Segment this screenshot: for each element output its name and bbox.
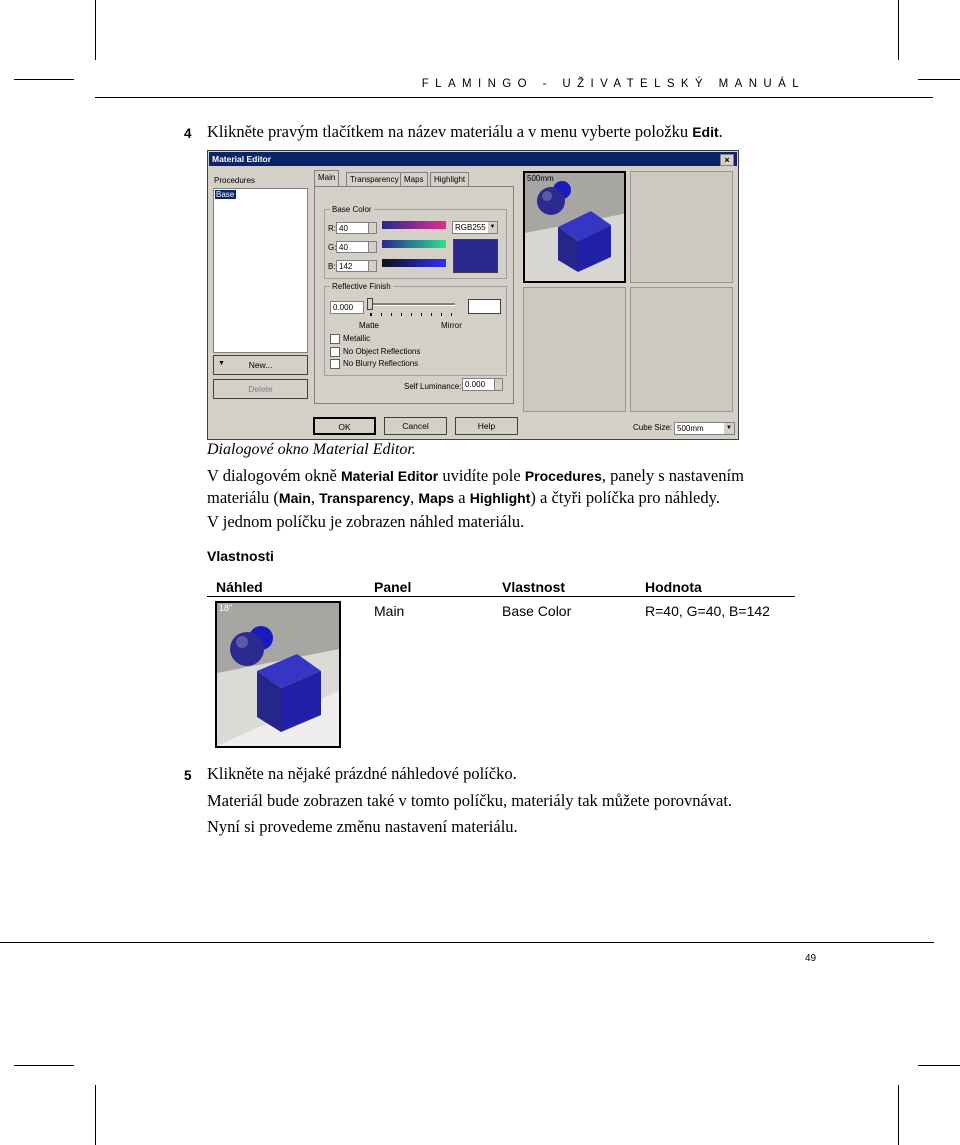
crop-mark — [95, 0, 96, 60]
crop-mark — [14, 1065, 74, 1066]
help-button[interactable]: Help — [455, 417, 518, 435]
delete-button[interactable]: Delete — [213, 379, 308, 399]
preview-cell-2[interactable] — [630, 171, 733, 283]
table-header-preview: Náhled — [216, 579, 263, 595]
reflective-finish-label: Reflective Finish — [332, 282, 391, 291]
table-preview-label: 18" — [219, 603, 233, 613]
b-label: B: — [328, 262, 336, 271]
procedures-list[interactable] — [213, 188, 308, 353]
table-header-panel: Panel — [374, 579, 412, 595]
reflective-slider-thumb[interactable] — [367, 298, 373, 310]
color-mode-select[interactable]: RGB255 — [452, 221, 498, 234]
self-luminance-label: Self Luminance: — [404, 382, 462, 391]
reflective-slider-ticks — [370, 313, 456, 316]
properties-heading: Vlastnosti — [207, 548, 274, 564]
page-number: 49 — [805, 953, 817, 964]
description-paragraph: V dialogovém okně Material Editor uvidíte pole Procedures, panely s nastavením materiálu (Main, Transparency, Maps a Highlight) a čtyři políčka pro náhledy. — [207, 466, 744, 507]
ok-button[interactable]: OK — [313, 417, 376, 435]
new-button[interactable]: ▼ New... — [213, 355, 308, 375]
preview-cell-1[interactable] — [523, 171, 626, 283]
tab-transparency[interactable]: Transparency — [346, 172, 403, 187]
metallic-label: Metallic — [343, 334, 371, 343]
tab-maps[interactable]: Maps — [400, 172, 428, 187]
dialog-titlebar — [209, 152, 737, 166]
self-luminance-input[interactable]: 0.000 — [462, 378, 495, 391]
b-value-input[interactable]: 142 — [336, 260, 369, 272]
step-5-line-3: Nyní si provedeme změnu nastavení materiálu. — [207, 817, 518, 836]
table-preview-image — [215, 601, 341, 748]
material-preview-image — [525, 173, 626, 283]
crop-mark — [918, 79, 960, 80]
tab-main[interactable]: Main — [314, 170, 339, 187]
figure-caption: Dialogové okno Material Editor. — [207, 441, 416, 458]
procedures-label: Procedures — [214, 176, 255, 185]
step-5-line-2: Materiál bude zobrazen také v tomto políčku, materiály tak můžete porovnávat. — [207, 791, 733, 810]
r-value-input[interactable]: 40 — [336, 222, 369, 234]
running-header: FLAMINGO - UŽIVATELSKÝ MANUÁL — [421, 78, 805, 90]
material-editor-dialog — [207, 150, 739, 440]
r-label: R: — [328, 224, 336, 233]
reflective-value-input[interactable]: 0.000 — [330, 301, 364, 314]
preview-paragraph: V jednom políčku je zobrazen náhled materiálu. — [207, 512, 525, 531]
table-cell-panel: Main — [374, 603, 405, 619]
table-header-value: Hodnota — [645, 579, 702, 595]
g-value-input[interactable]: 40 — [336, 241, 369, 253]
tab-highlight[interactable]: Highlight — [430, 172, 469, 187]
table-cell-property: Base Color — [502, 603, 572, 619]
material-preview-image — [217, 603, 339, 746]
table-header-property: Vlastnost — [502, 579, 566, 595]
b-spinner[interactable] — [368, 260, 377, 272]
preview-size-label: 500mm — [527, 174, 554, 183]
cube-size-label: Cube Size: — [633, 423, 673, 432]
crop-mark — [898, 1085, 899, 1145]
b-gradient-slider[interactable] — [382, 259, 446, 267]
step-number: 4 — [184, 126, 192, 141]
mirror-label: Mirror — [441, 321, 462, 330]
preview-cell-4[interactable] — [630, 287, 733, 412]
table-header-rule — [207, 596, 795, 597]
metallic-checkbox[interactable] — [330, 334, 340, 344]
cancel-button[interactable]: Cancel — [384, 417, 447, 435]
color-swatch[interactable] — [453, 239, 498, 273]
crop-mark — [918, 1065, 960, 1066]
base-color-label: Base Color — [332, 205, 372, 214]
crop-mark — [898, 0, 899, 60]
g-spinner[interactable] — [368, 241, 377, 253]
self-luminance-spinner[interactable] — [494, 378, 503, 391]
step-4-text: Klikněte pravým tlačítkem na název materiálu a v menu vyberte položku Edit. — [207, 122, 723, 141]
step-5-line-1: Klikněte na nějaké prázdné náhledové políčko. — [207, 764, 517, 783]
r-gradient-slider[interactable] — [382, 221, 446, 229]
chevron-down-icon[interactable]: ▼ — [724, 423, 734, 434]
no-object-reflections-label: No Object Reflections — [343, 347, 421, 356]
g-label: G: — [328, 243, 337, 252]
g-gradient-slider[interactable] — [382, 240, 446, 248]
no-blurry-reflections-label: No Blurry Reflections — [343, 359, 419, 368]
header-rule — [95, 97, 933, 98]
r-spinner[interactable] — [368, 222, 377, 234]
dialog-title: Material Editor — [212, 154, 272, 164]
close-icon[interactable]: × — [720, 154, 734, 166]
reflective-slider-track[interactable] — [370, 303, 455, 306]
matte-label: Matte — [359, 321, 380, 330]
preview-cell-3[interactable] — [523, 287, 626, 412]
cube-size-select[interactable]: 500mm — [674, 422, 735, 435]
crop-mark — [95, 1085, 96, 1145]
footer-rule — [0, 942, 934, 943]
procedures-item-base[interactable]: Base — [216, 190, 235, 199]
step-number: 5 — [184, 768, 192, 783]
dropdown-arrow-icon: ▼ — [218, 360, 225, 367]
no-object-reflections-checkbox[interactable] — [330, 347, 340, 357]
reflective-color-box[interactable] — [468, 299, 501, 314]
crop-mark — [14, 79, 74, 80]
chevron-down-icon[interactable]: ▼ — [488, 222, 497, 233]
no-blurry-reflections-checkbox[interactable] — [330, 359, 340, 369]
table-cell-value: R=40, G=40, B=142 — [645, 603, 770, 619]
